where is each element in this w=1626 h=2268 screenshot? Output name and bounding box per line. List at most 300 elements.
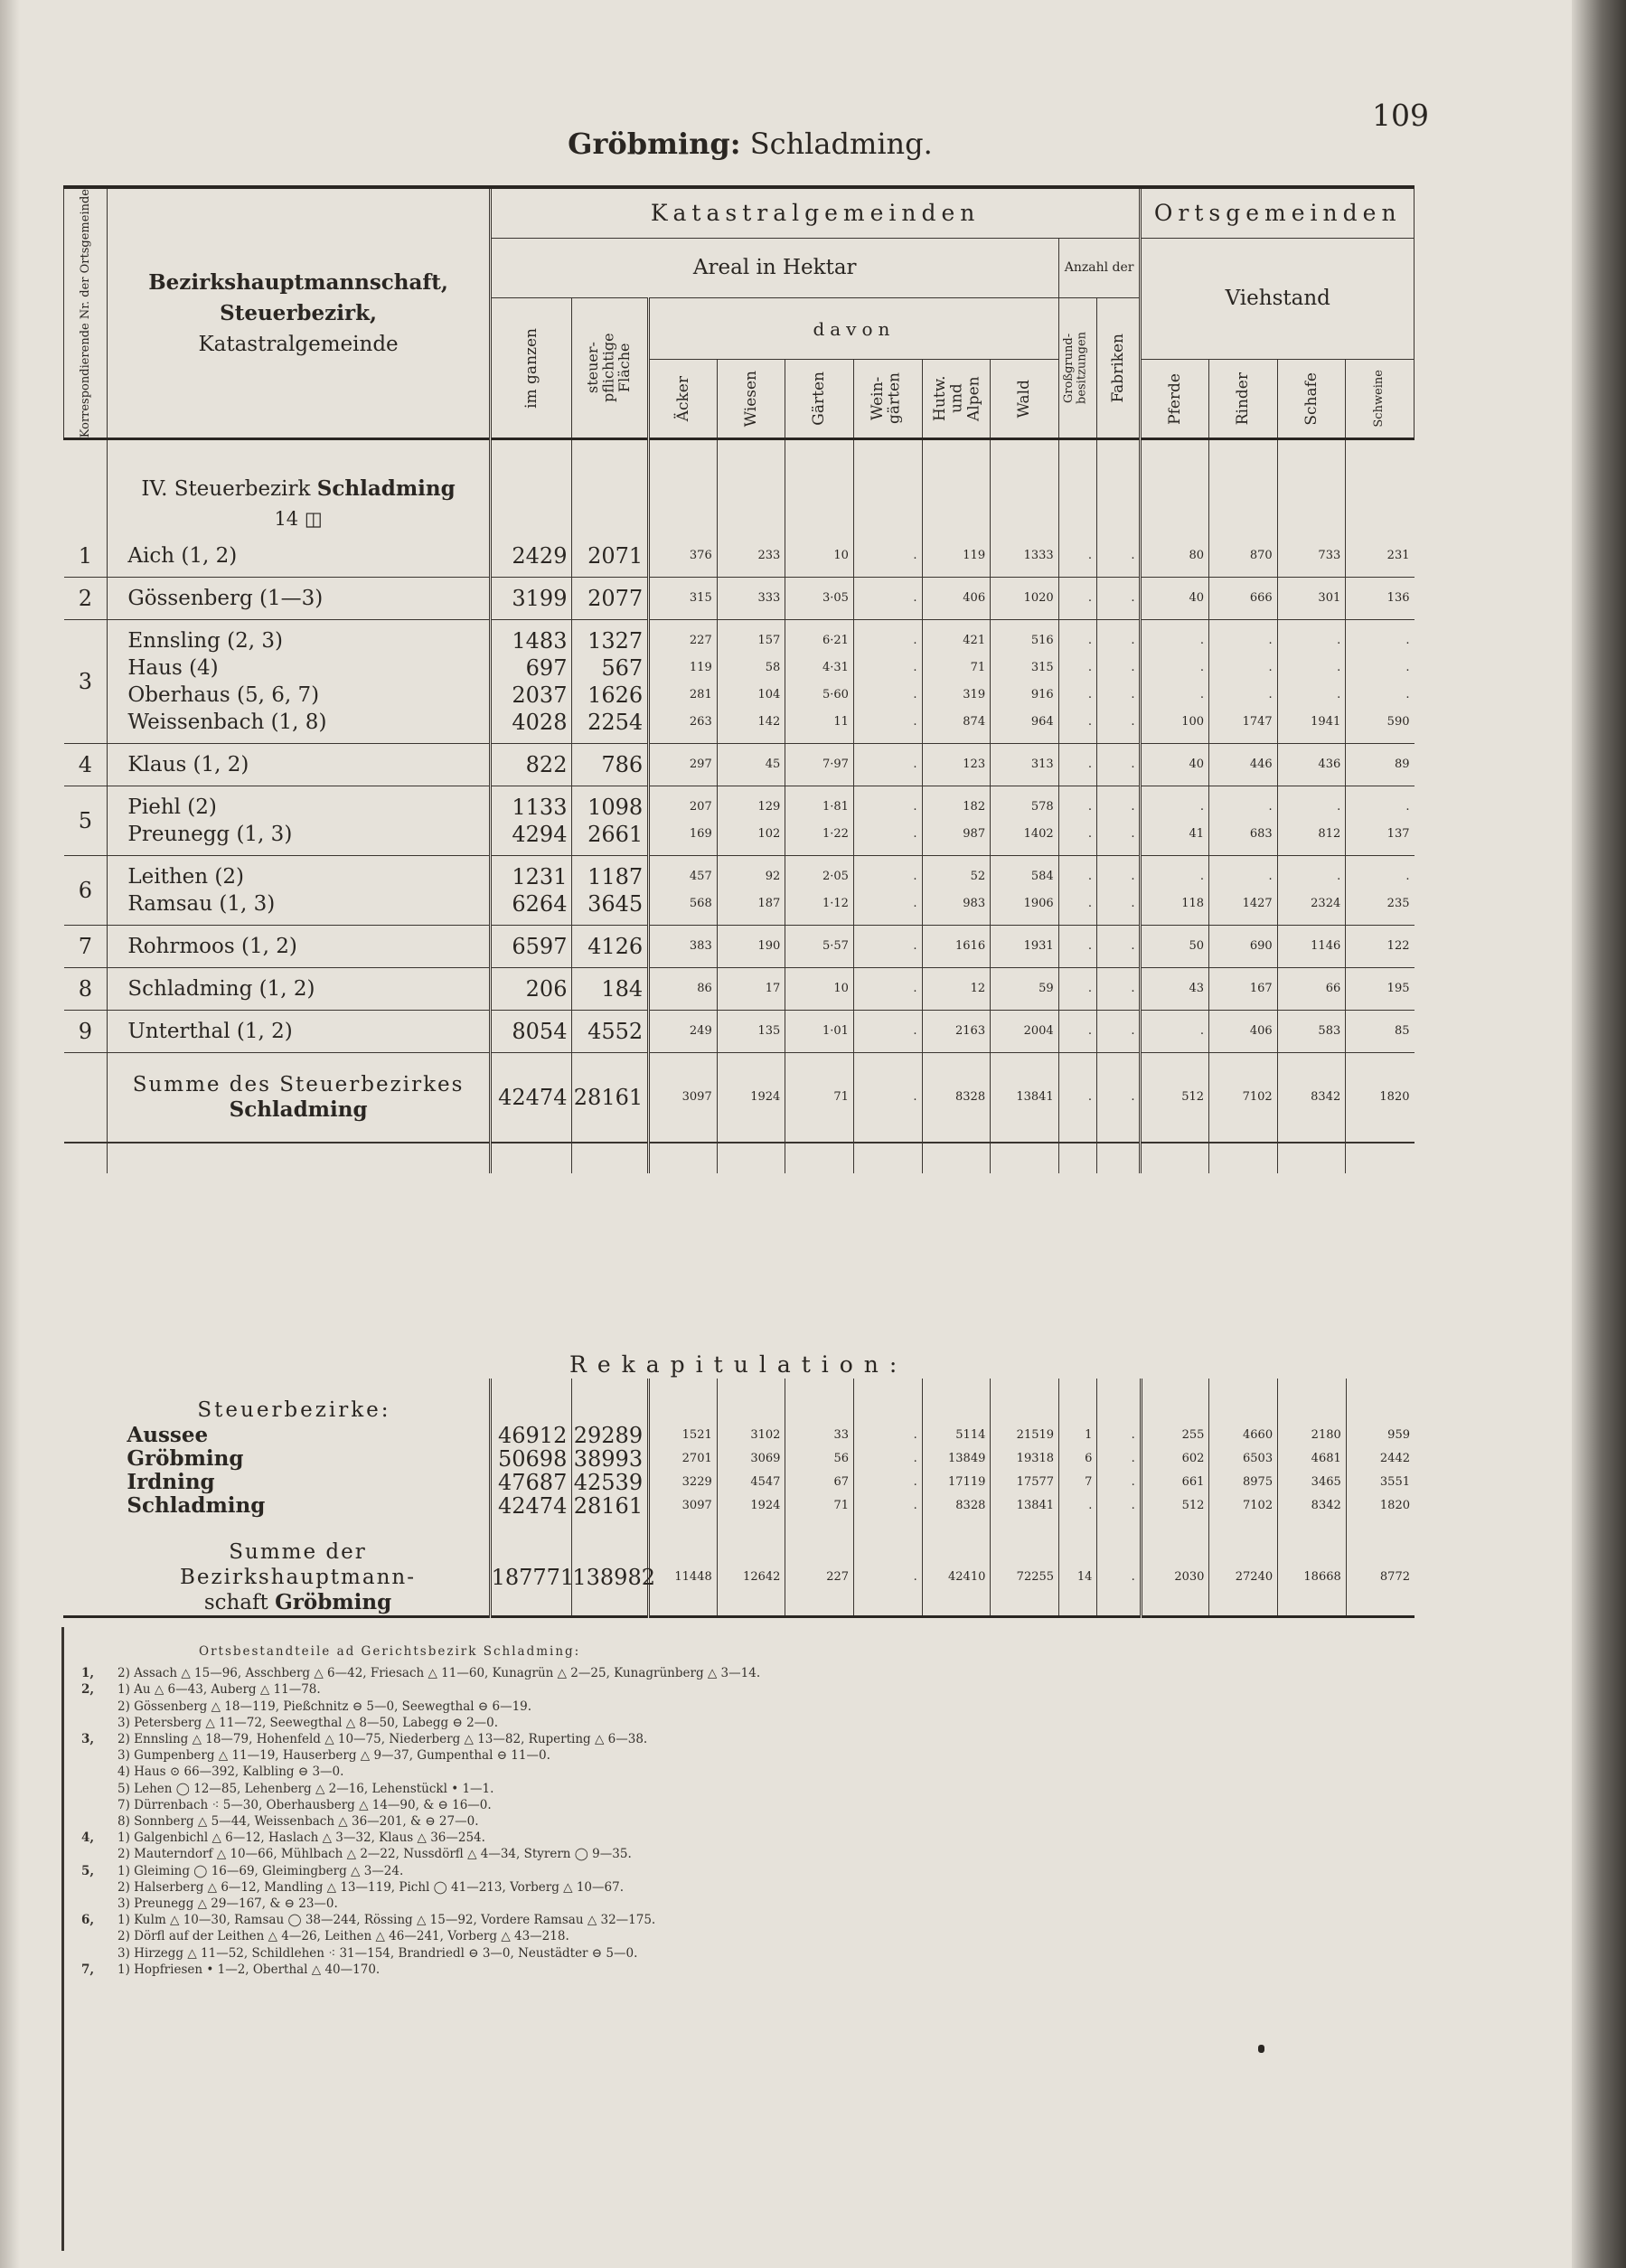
katastralgemeinde-name: Klaus (1, 2) — [127, 752, 249, 776]
cell-l — [1209, 535, 1278, 578]
cell-value: 1941 — [1311, 714, 1341, 729]
cell-value: . — [1087, 869, 1093, 883]
footnote-key: 1, — [81, 1666, 95, 1681]
cell-f — [853, 535, 922, 578]
row-number: 9 — [64, 1010, 108, 1052]
cell-value: 59 — [1039, 981, 1054, 995]
row-names — [108, 786, 490, 855]
recap-summe-value: 227 — [785, 1539, 854, 1617]
cell-d — [717, 619, 785, 743]
recap-value: 42539 — [572, 1471, 649, 1494]
cell-g — [922, 535, 991, 578]
cell-m — [1277, 577, 1346, 619]
cell-b — [572, 535, 649, 578]
header-viehstand: Viehstand — [1141, 238, 1415, 360]
cell-value: . — [1199, 633, 1205, 647]
cell-f — [853, 743, 922, 786]
cell-b — [572, 967, 649, 1010]
cell-j — [1097, 535, 1141, 578]
cell-value: 2071 — [587, 542, 644, 569]
cell-value: 66 — [1325, 981, 1341, 995]
cell-c — [649, 925, 718, 967]
summe-section — [64, 1052, 1415, 1173]
cell-value: . — [913, 660, 917, 674]
cell-value: 2163 — [955, 1023, 986, 1038]
cell-value: . — [1337, 799, 1341, 814]
cell-value: . — [1405, 660, 1410, 674]
recap-summe-line2 — [107, 1590, 488, 1615]
recap-value: 1521 — [649, 1424, 718, 1447]
footnote-text: 2) Halserberg △ 6—12, Mandling △ 13—119, Pichl ◯ 41—213, Vorberg △ 10—67. — [117, 1879, 624, 1895]
cell-value: . — [1268, 633, 1273, 647]
cell-i — [1058, 925, 1096, 967]
footnote-line — [81, 1928, 1365, 1944]
recap-value: 255 — [1141, 1424, 1209, 1447]
cell-value: 1483 — [512, 627, 568, 654]
recap-spacer — [63, 1447, 107, 1471]
recap-name: Schladming — [107, 1494, 490, 1518]
gap-name — [107, 1518, 490, 1539]
summe-label-line1: Summe des Steuerbezirkes — [132, 1073, 465, 1096]
cell-value: 2037 — [512, 682, 568, 708]
footnote-text: 1) Kulm △ 10—30, Ramsau ◯ 38—244, Rössing △ 15—92, Vordere Ramsau △ 32—175. — [117, 1913, 656, 1928]
cell-value: 1402 — [1023, 826, 1054, 841]
cell-g — [922, 855, 991, 925]
cell-l — [1209, 786, 1278, 855]
cell-d — [717, 743, 785, 786]
cell-value: . — [1131, 714, 1135, 729]
recap-value: 42474 — [490, 1494, 572, 1518]
footnote-line — [81, 1962, 1365, 1978]
recap-value: 6 — [1059, 1447, 1097, 1471]
katastralgemeinde-name: Rohrmoos (1, 2) — [127, 934, 297, 958]
footnote-text: 5) Lehen ◯ 12—85, Lehenberg △ 2—16, Lehenstückl • 1—1. — [117, 1781, 494, 1796]
recap-value: 1820 — [1379, 1499, 1410, 1512]
cell-value: 43 — [1189, 981, 1205, 995]
section-title-bold: Schladming — [316, 475, 456, 501]
recap-value: 3097 — [649, 1494, 718, 1518]
cell-value: 41 — [1189, 826, 1205, 841]
summe-value: 13841 — [991, 1052, 1059, 1143]
cell-value: 263 — [689, 714, 712, 729]
gap-cell — [991, 1518, 1059, 1539]
row-names — [108, 619, 490, 743]
katastralgemeinde-name: Weissenbach (1, 8) — [127, 710, 327, 734]
recap-table — [63, 1379, 1415, 1618]
col-wald — [991, 360, 1059, 439]
col-im-ganzen-label: im ganzen — [522, 327, 540, 409]
cell-d — [717, 855, 785, 925]
row-names — [108, 535, 490, 578]
cell-value: 4·31 — [822, 660, 849, 674]
recap-value: 2180 — [1278, 1424, 1347, 1447]
katastralgemeinde-name: Haus (4) — [127, 655, 219, 680]
header-areal: Areal in Hektar — [490, 238, 1058, 297]
footnote-line — [81, 1665, 1365, 1681]
gap-cell — [1346, 1518, 1415, 1539]
cell-value: 436 — [1318, 757, 1341, 771]
cell-value: 119 — [689, 660, 712, 674]
footnote-line — [81, 1863, 1365, 1879]
recap-summe-value: 11448 — [649, 1539, 718, 1617]
col-schafe — [1277, 360, 1346, 439]
recap-summe-row — [63, 1539, 1415, 1617]
col-schweine — [1346, 360, 1415, 439]
cell-value: . — [913, 896, 917, 910]
footnote-key — [81, 1896, 117, 1912]
footnote-line — [81, 1912, 1365, 1928]
cell-value: 376 — [689, 548, 712, 562]
cell-i — [1058, 619, 1096, 743]
cell-value: 987 — [963, 826, 986, 841]
cell-i — [1058, 786, 1096, 855]
cell-value: 733 — [1318, 548, 1341, 562]
col-rinder — [1209, 360, 1278, 439]
gap-cell — [922, 1518, 991, 1539]
table-header — [64, 187, 1415, 439]
cell-l — [1209, 855, 1278, 925]
cell-n — [1346, 535, 1415, 578]
cell-b — [572, 925, 649, 967]
footnotes-heading: Ortsbestandteile ad Gerichtsbezirk Schladming: — [199, 1644, 581, 1659]
cell-value: . — [1131, 590, 1135, 605]
cell-h — [991, 786, 1059, 855]
recap-summe-value: 72255 — [991, 1539, 1059, 1617]
cell-a — [490, 743, 572, 786]
col-grossgrund-label: Großgrund-besitzungen — [1062, 332, 1089, 405]
recap-value: 13849 — [922, 1447, 991, 1471]
cell-value: 874 — [963, 714, 986, 729]
cell-value: 4028 — [512, 709, 568, 735]
cell-value: 4294 — [512, 821, 568, 847]
cell-value: . — [1131, 548, 1135, 562]
summe-value: . — [853, 1052, 922, 1143]
cell-c — [649, 1010, 718, 1052]
col-weingaerten-label: Wein-gärten — [869, 372, 904, 425]
cell-value: . — [913, 799, 917, 814]
cell-value: . — [1199, 687, 1205, 701]
footnote-text: 3) Gumpenberg △ 11—19, Hauserberg △ 9—37, Gumpenthal ⊖ 11—0. — [117, 1748, 550, 1764]
footnote-key — [81, 1813, 117, 1830]
cell-value: . — [913, 981, 917, 995]
recap-value: . — [854, 1447, 923, 1471]
footnote-text: 7) Dürrenbach ⁖ 5—30, Oberhausberg △ 14—90, & ⊖ 16—0. — [117, 1797, 492, 1812]
cell-value: . — [913, 1023, 917, 1038]
recap-value: . — [854, 1424, 923, 1447]
col-fabriken-label: Fabriken — [1108, 333, 1127, 403]
col-wald-label: Wald — [1015, 380, 1034, 419]
cell-value: . — [1087, 896, 1093, 910]
summe-value: 42474 — [490, 1052, 572, 1143]
footnote-key — [81, 1797, 117, 1813]
col-hutweiden — [922, 360, 991, 439]
recap-value: 19318 — [991, 1447, 1059, 1471]
cell-value: 446 — [1249, 757, 1273, 771]
statistics-table — [63, 185, 1415, 1173]
cell-b — [572, 577, 649, 619]
cell-value: 233 — [757, 548, 781, 562]
cell-value: 333 — [757, 590, 781, 605]
footnote-key: 3, — [81, 1732, 95, 1747]
cell-m — [1277, 855, 1346, 925]
cell-m — [1277, 786, 1346, 855]
cell-value: 2661 — [587, 821, 644, 847]
cell-a — [490, 855, 572, 925]
page-number: 109 — [1372, 98, 1429, 133]
cell-m — [1277, 535, 1346, 578]
cell-b — [572, 786, 649, 855]
cell-a — [490, 619, 572, 743]
col-pferde — [1141, 360, 1209, 439]
summe-value: 8328 — [922, 1052, 991, 1143]
cell-value: 231 — [1386, 548, 1410, 562]
cell-value: . — [1087, 799, 1093, 814]
cell-a — [490, 786, 572, 855]
table-row — [64, 967, 1415, 1010]
cell-g — [922, 619, 991, 743]
recap-summe-value: 14 — [1059, 1539, 1097, 1617]
cell-value: 1616 — [955, 938, 986, 953]
recap-value: 17119 — [922, 1471, 991, 1494]
footnote-text: 2) Dörfl auf der Leithen △ 4—26, Leithen △ 46—241, Vorberg △ 43—218. — [117, 1929, 569, 1944]
recap-value: . — [1097, 1447, 1141, 1471]
cell-a — [490, 967, 572, 1010]
cell-value: 71 — [970, 660, 986, 674]
header-name-line1: Bezirkshauptmannschaft, — [148, 269, 448, 295]
recap-value: 512 — [1141, 1494, 1209, 1518]
cell-value: . — [913, 757, 917, 771]
row-names — [108, 925, 490, 967]
cell-e — [785, 619, 854, 743]
recap-value: 4660 — [1209, 1424, 1278, 1447]
recap-summe-line1: Summe der Bezirkshauptmann- — [180, 1540, 416, 1589]
cell-k — [1141, 619, 1209, 743]
footnote-key: 5, — [81, 1863, 95, 1878]
recap-value: 2442 — [1379, 1452, 1410, 1465]
cell-value: 17 — [765, 981, 781, 995]
cell-value: 249 — [689, 1023, 712, 1038]
cell-value: . — [1268, 687, 1273, 701]
cell-i — [1058, 967, 1096, 1010]
recap-summe-value: 18668 — [1278, 1539, 1347, 1617]
cell-value: 6264 — [512, 890, 568, 917]
cell-m — [1277, 967, 1346, 1010]
cell-b — [572, 743, 649, 786]
cell-value: . — [1131, 757, 1135, 771]
cell-value: . — [1087, 1023, 1093, 1038]
cell-value: 812 — [1318, 826, 1341, 841]
header-nr — [64, 187, 108, 439]
gap-cell — [63, 1518, 107, 1539]
cell-value: 207 — [689, 799, 712, 814]
recap-body — [63, 1379, 1415, 1617]
recap-value: 7 — [1059, 1471, 1097, 1494]
footnote-key: 7, — [81, 1962, 95, 1977]
katastralgemeinde-name: Schladming (1, 2) — [127, 976, 315, 1001]
cell-j — [1097, 967, 1141, 1010]
cell-b — [572, 855, 649, 925]
cell-value: . — [913, 938, 917, 953]
recap-summe-value: 187771 — [490, 1539, 572, 1617]
recap-value: 7102 — [1209, 1494, 1278, 1518]
cell-n — [1346, 925, 1415, 967]
gap-cell — [1278, 1518, 1347, 1539]
recap-summe-line2-bold: Gröbming — [275, 1590, 392, 1614]
footnote-text: 8) Sonnberg △ 5—44, Weissenbach △ 36—201, & ⊖ 27—0. — [117, 1814, 479, 1830]
cell-value: 3·05 — [822, 590, 849, 605]
cell-value: . — [1199, 799, 1205, 814]
section-title-prefix: IV. Steuerbezirk — [141, 476, 317, 501]
cell-value: 137 — [1386, 826, 1410, 841]
cell-i — [1058, 577, 1096, 619]
recap-value: 959 — [1387, 1428, 1410, 1442]
cell-value: 100 — [1181, 714, 1205, 729]
summe-row — [64, 1052, 1415, 1143]
footnote-text: 4) Haus ⊙ 66—392, Kalbling ⊖ 3—0. — [117, 1765, 344, 1780]
table-row — [64, 925, 1415, 967]
recap-name: Irdning — [107, 1471, 490, 1494]
cell-value: 122 — [1386, 938, 1410, 953]
cell-value: . — [1131, 981, 1135, 995]
cell-value: 5·60 — [822, 687, 849, 701]
gap-cell — [1209, 1518, 1278, 1539]
cell-value: 590 — [1386, 714, 1410, 729]
recap-summe-spacer — [63, 1539, 107, 1617]
cell-a — [490, 577, 572, 619]
recap-value: . — [1097, 1471, 1141, 1494]
cell-value: 690 — [1249, 938, 1273, 953]
book-spine-edge — [1572, 0, 1626, 2268]
gap-cell — [1141, 1518, 1209, 1539]
cell-value: 383 — [689, 938, 712, 953]
cell-value: . — [1087, 826, 1093, 841]
cell-f — [853, 925, 922, 967]
recap-spacer — [63, 1424, 107, 1447]
cell-value: 1146 — [1311, 938, 1341, 953]
recap-value: 46912 — [490, 1424, 572, 1447]
recap-value: 1 — [1059, 1424, 1097, 1447]
footnote-line — [81, 1715, 1365, 1731]
cell-value: 235 — [1386, 896, 1410, 910]
cell-value: . — [1087, 714, 1093, 729]
cell-value: 182 — [963, 799, 986, 814]
cell-value: . — [1087, 687, 1093, 701]
cell-value: 92 — [765, 869, 781, 883]
col-aecker-label: Äcker — [673, 376, 692, 422]
footnote-text: 2) Mauterndorf △ 10—66, Mühlbach △ 2—22, Nussdörfl △ 4—34, Styrern ◯ 9—35. — [117, 1847, 632, 1862]
footnote-line — [81, 1830, 1365, 1846]
cell-value: 102 — [757, 826, 781, 841]
cell-e — [785, 925, 854, 967]
recap-gap — [63, 1518, 1415, 1539]
cell-value: 568 — [689, 896, 712, 910]
cell-value: 297 — [689, 757, 712, 771]
cell-value: 822 — [525, 751, 568, 777]
cell-j — [1097, 786, 1141, 855]
recap-value: 3229 — [649, 1471, 718, 1494]
recap-value: 38993 — [572, 1447, 649, 1471]
footnote-key — [81, 1781, 117, 1797]
cell-a — [490, 1010, 572, 1052]
col-hutweiden-label: Hutw. und Alpen — [930, 375, 983, 422]
recap-value: 21519 — [991, 1424, 1059, 1447]
footnote-text: 1) Au △ 6—43, Auberg △ 11—78. — [117, 1682, 321, 1698]
cell-value: 1931 — [1023, 938, 1054, 953]
recap-summe-value: 138982 — [572, 1539, 649, 1617]
cell-l — [1209, 619, 1278, 743]
katastralgemeinde-name: Leithen (2) — [127, 864, 244, 889]
header-anzahl: Anzahl der — [1058, 238, 1141, 297]
cell-k — [1141, 967, 1209, 1010]
row-number: 8 — [64, 967, 108, 1010]
footnote-line — [81, 1846, 1365, 1862]
cell-e — [785, 1010, 854, 1052]
footnote-line — [81, 1764, 1365, 1780]
cell-value: 85 — [1394, 1023, 1410, 1038]
cell-value: . — [1337, 687, 1341, 701]
cell-h — [991, 743, 1059, 786]
footnote-text: 2) Assach △ 15—96, Asschberg △ 6—42, Friesach △ 11—60, Kunagrün △ 2—25, Kunagrünberg △ 3—14. — [117, 1666, 761, 1681]
footnote-text: 3) Preunegg △ 29—167, & ⊖ 23—0. — [117, 1896, 338, 1912]
cell-value: 1187 — [587, 863, 644, 889]
col-gaerten — [785, 360, 854, 439]
cell-e — [785, 743, 854, 786]
col-schafe-label: Schafe — [1302, 372, 1321, 426]
footnote-key — [81, 1764, 117, 1780]
cell-e — [785, 577, 854, 619]
cell-i — [1058, 743, 1096, 786]
footnote-text: 2) Ennsling △ 18—79, Hohenfeld △ 10—75, Niederberg △ 13—82, Ruperting △ 6—38. — [117, 1732, 648, 1747]
cell-value: 119 — [963, 548, 986, 562]
cell-value: 80 — [1189, 548, 1205, 562]
cell-value: . — [1087, 590, 1093, 605]
cell-g — [922, 925, 991, 967]
cell-n — [1346, 855, 1415, 925]
cell-l — [1209, 577, 1278, 619]
cell-value: . — [1087, 981, 1093, 995]
cell-value: 184 — [601, 975, 644, 1002]
cell-value: 104 — [757, 687, 781, 701]
recap-summe-label — [107, 1539, 490, 1617]
section-heading — [64, 439, 1415, 535]
cell-i — [1058, 1010, 1096, 1052]
cell-value: 142 — [757, 714, 781, 729]
cell-c — [649, 619, 718, 743]
cell-value: 52 — [970, 869, 986, 883]
cell-value: . — [1199, 869, 1205, 883]
cell-l — [1209, 967, 1278, 1010]
cell-value: 2429 — [512, 542, 568, 569]
recap-value: 71 — [785, 1494, 854, 1518]
cell-k — [1141, 855, 1209, 925]
recap-value: . — [854, 1471, 923, 1494]
recap-summe-line2-pre: schaft — [203, 1591, 276, 1614]
cell-n — [1346, 619, 1415, 743]
table-row — [64, 619, 1415, 743]
cell-e — [785, 967, 854, 1010]
cell-m — [1277, 925, 1346, 967]
header-nr-label: Korrespondierende Nr. der Ortsgemeinde — [78, 189, 92, 438]
cell-value: . — [1405, 633, 1410, 647]
header-name-line2: Steuerbezirk, — [220, 300, 378, 325]
cell-k — [1141, 1010, 1209, 1052]
cell-value: 2004 — [1023, 1023, 1054, 1038]
recap-value: 3102 — [717, 1424, 785, 1447]
recap-row — [63, 1447, 1415, 1471]
cell-value: . — [1268, 660, 1273, 674]
recap-value: 3551 — [1379, 1475, 1410, 1489]
row-number: 4 — [64, 743, 108, 786]
